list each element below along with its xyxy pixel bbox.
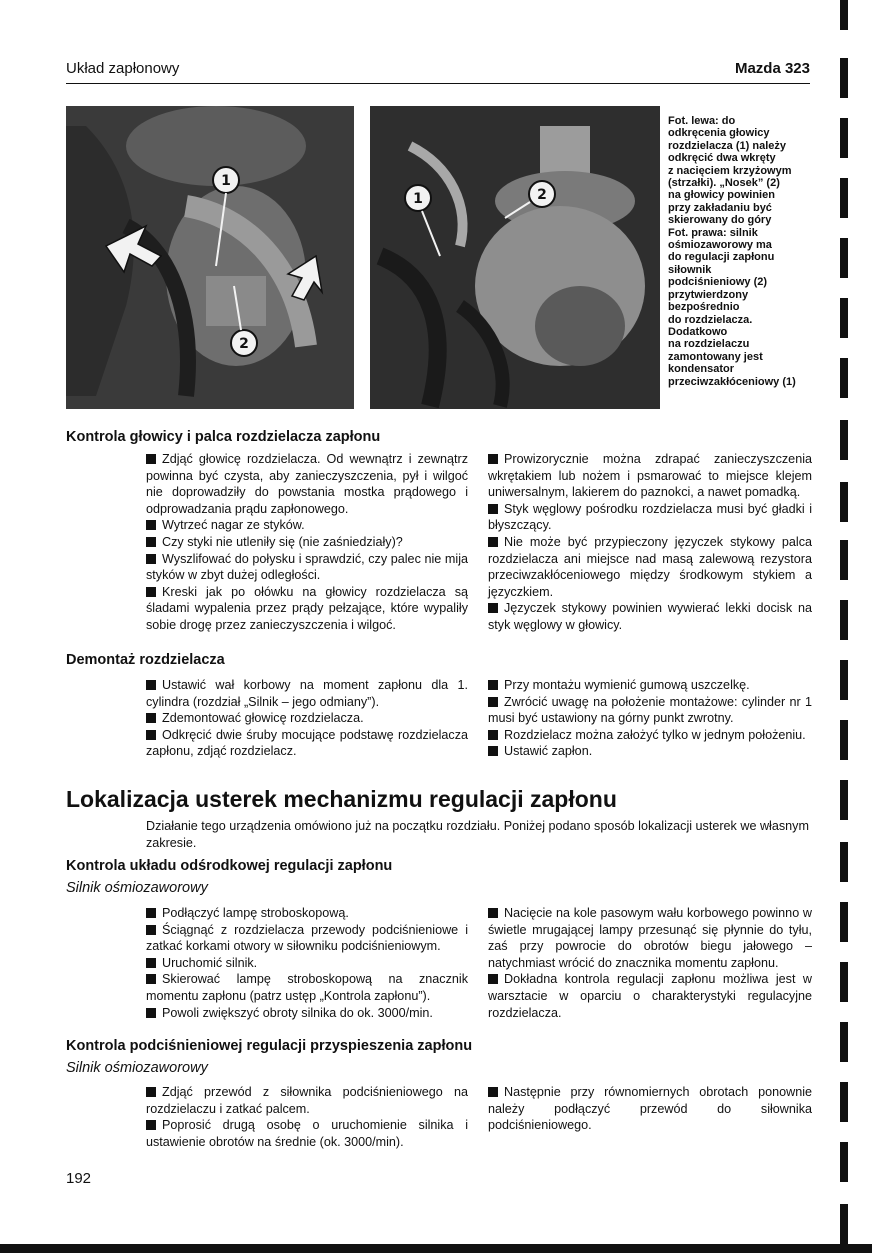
bullet-square-icon (488, 603, 498, 613)
edge-tab-mark (840, 842, 848, 882)
bullet-square-icon (488, 504, 498, 514)
caption-line: przytwierdzony (668, 288, 749, 301)
bullet-text: Zdjąć przewód z siłownika podciśnieniowego na rozdzielaczu i zatkać palcem. (146, 1085, 468, 1116)
edge-tab-mark (840, 482, 848, 522)
caption-line: ośmiozaworowy ma (668, 239, 772, 252)
bullet-item (488, 677, 812, 694)
header-rule (66, 83, 810, 84)
section3-left-column (146, 905, 468, 1021)
section-heading: Kontrola głowicy i palca rozdzielacza zapłonu (66, 429, 381, 445)
bullet-text: Zdemontować głowicę rozdzielacza. (162, 711, 364, 726)
section2-left-column (146, 677, 468, 760)
edge-tab-mark (840, 1082, 848, 1122)
bullet-item (488, 971, 812, 1021)
caption-line: odkręcić dwa wkręty (668, 152, 776, 165)
section1-left-column (146, 451, 468, 634)
bullet-square-icon (488, 1087, 498, 1097)
caption-line: odkręcenia głowicy (668, 127, 770, 140)
bullet-square-icon (146, 520, 156, 530)
edge-tab-mark (840, 1142, 848, 1182)
intro-paragraph: Działanie tego urządzenia omówiono już na początku rozdziału. Poniżej podano sposób lokalizacji usterek we własnym zakresie. (146, 819, 809, 850)
section-subtitle: Silnik ośmiozaworowy (66, 1060, 208, 1076)
bullet-text: Odkręcić dwie śruby mocujące podstawę rozdzielacza zapłonu, zdjąć rozdzielacz. (146, 727, 468, 759)
bullet-square-icon (488, 908, 498, 918)
bullet-square-icon (146, 958, 156, 968)
bullet-square-icon (488, 746, 498, 756)
bullet-square-icon (146, 587, 156, 597)
bullet-text: Zdjąć głowicę rozdzielacza. Od wewnątrz i zewnątrz powinna być czysta, aby zanieczyszczenia, pył i wilgoć nie doprowadziły do powstania mostka prądowego i odprowadzania prądu zapłonowego. (146, 452, 468, 516)
bullet-square-icon (146, 454, 156, 464)
caption-line: przy zakładaniu być (668, 201, 772, 214)
bullet-text: Rozdzielacz można założyć tylko w jednym położeniu. (504, 727, 806, 742)
bullet-text: Języczek stykowy powinien wywierać lekki docisk na styk węglowy w głowicy. (488, 601, 812, 632)
caption-line: do regulacji zapłonu (668, 251, 775, 264)
bullet-item (146, 710, 468, 727)
bottom-edge-rule (0, 1244, 872, 1253)
bullet-text: Kreski jak po ołówku na głowicy rozdzielacza są śladami wypalenia przez prądy pełzające, które wypaliły sobie drogę przez zanieczyszczenia i wilgoć. (146, 584, 468, 632)
edge-tab-mark (840, 58, 848, 98)
bullet-square-icon (146, 1087, 156, 1097)
caption-line: z nacięciem krzyżowym (668, 164, 792, 177)
caption-line: bezpośrednio (668, 301, 740, 314)
bullet-square-icon (488, 454, 498, 464)
bullet-item (146, 955, 468, 972)
bullet-item (488, 451, 812, 501)
section-heading: Kontrola podciśnieniowej regulacji przyspieszenia zapłonu (66, 1038, 473, 1054)
callout-label: 1 (413, 191, 423, 207)
bullet-square-icon (488, 697, 498, 707)
caption-line: zamontowany jest (668, 350, 763, 363)
edge-tab-mark (840, 358, 848, 398)
edge-tab-mark (840, 420, 848, 460)
photo-right-image (370, 106, 660, 409)
edge-tab-mark (840, 298, 848, 338)
bullet-square-icon (488, 537, 498, 547)
section4-left-column (146, 1084, 468, 1150)
bullet-text: Wyszlifować do połysku i sprawdzić, czy palec nie mija styków w zbyt dużej odległości. (146, 551, 468, 583)
bullet-text: Czy styki nie utleniły się (nie zaśniedziały)? (162, 534, 403, 549)
running-header-section: Układ zapłonowy (66, 60, 180, 77)
section4-right-column (488, 1084, 812, 1134)
bullet-text: Dokładna kontrola regulacji zapłonu możliwa jest w warsztacie w oparciu o charakterystyki regulacyjne rozdzielacza. (488, 972, 812, 1020)
running-header-model: Mazda 323 (734, 60, 810, 77)
caption-line: skierowany do góry (668, 214, 772, 227)
bullet-item (488, 534, 812, 600)
bullet-text: Podłączyć lampę stroboskopową. (162, 906, 349, 920)
bullet-text: Skierować lampę stroboskopową na znacznik momentu zapłonu (patrz ustęp „Kontrola zapłonu”). (146, 972, 468, 1003)
photo-right (370, 106, 660, 409)
section-heading: Demontaż rozdzielacza (66, 652, 225, 668)
bullet-square-icon (146, 537, 156, 547)
photo-left (66, 106, 354, 409)
bullet-text: Ustawić zapłon. (504, 744, 593, 759)
bullet-item (488, 727, 812, 744)
edge-tab-mark (840, 660, 848, 700)
chapter-heading: Lokalizacja usterek mechanizmu regulacji zapłonu (66, 786, 617, 812)
bullet-item (146, 971, 468, 1004)
bullet-square-icon (146, 908, 156, 918)
bullet-text: Styk węglowy pośrodku rozdzielacza musi być gładki i błyszczący. (488, 501, 812, 533)
bullet-item (488, 743, 812, 760)
caption-line: podciśnieniowy (2) (668, 276, 768, 289)
callout-label: 2 (537, 187, 547, 203)
bullet-item (146, 1117, 468, 1150)
bullet-item (146, 922, 468, 955)
bullet-item (146, 1084, 468, 1117)
section1-right-column (488, 451, 812, 634)
bullet-item (488, 694, 812, 727)
edge-tab-mark (840, 720, 848, 760)
bullet-square-icon (146, 1120, 156, 1130)
bullet-item (488, 600, 812, 633)
bullet-text: Nacięcie na kole pasowym wału korbowego powinno w świetle mrugającej lampy przesunąć się płynnie do tyłu, zaś przy powrocie do obrotów biegu jałowego – natychmiast wrócić do znacznika momentu zapłonu. (488, 906, 812, 970)
edge-tab-mark (840, 962, 848, 1002)
edge-tab-mark (840, 1204, 848, 1244)
callout-label: 1 (221, 173, 231, 189)
caption-line: do rozdzielacza. (668, 313, 753, 326)
caption-line: rozdzielacza (1) należy (668, 139, 786, 152)
edge-tab-mark (840, 540, 848, 580)
bullet-text: Uruchomić silnik. (162, 955, 258, 970)
caption-line: na rozdzielaczu (668, 338, 750, 351)
bullet-text: Ustawić wał korbowy na moment zapłonu dla 1. cylindra (rozdział „Silnik – jego odmiany”). (146, 678, 468, 709)
caption-line: Fot. prawa: silnik (668, 226, 758, 239)
bullet-text: Zwrócić uwagę na położenie montażowe: cylinder nr 1 musi być ustawiony na górny punkt zwrotny. (488, 694, 812, 726)
bullet-item (146, 905, 468, 922)
caption-line: przeciwzakłóceniowy (1) (668, 375, 796, 388)
bullet-text: Nie może być przypieczony języczek stykowy palca rozdzielacza ani miejsce nad masą zalewową rezystora przeciwzakłóceniowego między środkowym stykiem a języczkiem. (488, 534, 812, 599)
section-heading: Kontrola układu odśrodkowej regulacji zapłonu (66, 858, 393, 874)
edge-tab-mark (840, 902, 848, 942)
section3-right-column (488, 905, 812, 1021)
bullet-text: Prowizorycznie można zdrapać zanieczyszczenia wkrętakiem lub nożem i psmarować to miejsce klejem uniwersalnym, lakierem do paznokci, a nawet pomadką. (488, 452, 812, 500)
bullet-item (146, 677, 468, 710)
page-number: 192 (66, 1170, 92, 1187)
caption-line: Dodatkowo (668, 325, 728, 338)
bullet-item (146, 517, 468, 534)
section-subtitle: Silnik ośmiozaworowy (66, 880, 208, 896)
bullet-square-icon (488, 680, 498, 690)
edge-tab-mark (840, 1022, 848, 1062)
bullet-square-icon (146, 554, 156, 564)
edge-tab-mark (840, 0, 848, 30)
bullet-text: Ściągnąć z rozdzielacza przewody podciśnieniowe i zatkać korkami otwory w siłowniku podciśnieniowym. (146, 922, 468, 954)
bullet-item (146, 727, 468, 760)
bullet-item (488, 501, 812, 534)
caption-line: (strzałki). „Nosek” (2) (668, 177, 780, 190)
bullet-square-icon (488, 730, 498, 740)
edge-tab-mark (840, 780, 848, 820)
bullet-square-icon (146, 1008, 156, 1018)
bullet-text: Wytrzeć nagar ze styków. (162, 518, 305, 533)
bullet-square-icon (146, 730, 156, 740)
bullet-text: Poprosić drugą osobę o uruchomienie silnika i ustawienie obrotów na średnie (ok. 3000/min). (146, 1118, 468, 1149)
figure-caption (668, 115, 816, 388)
bullet-item (146, 1005, 468, 1022)
bullet-item (146, 551, 468, 584)
section2-right-column (488, 677, 812, 760)
bullet-square-icon (146, 713, 156, 723)
caption-line: na głowicy powinien (668, 189, 775, 202)
caption-line: siłownik (668, 263, 712, 276)
bullet-square-icon (146, 925, 156, 935)
bullet-square-icon (488, 974, 498, 984)
edge-tab-mark (840, 600, 848, 640)
bullet-item (488, 905, 812, 971)
photo-left-image (66, 106, 354, 409)
callout-label: 2 (239, 336, 249, 352)
edge-tab-mark (840, 178, 848, 218)
caption-line: kondensator (668, 363, 735, 376)
bullet-item (146, 584, 468, 634)
bullet-text: Powoli zwiększyć obroty silnika do ok. 3000/min. (162, 1005, 433, 1020)
bullet-item (146, 534, 468, 551)
bullet-text: Przy montażu wymienić gumową uszczelkę. (504, 678, 750, 692)
bullet-text: Następnie przy równomiernych obrotach ponownie należy podłączyć przewód do siłownika podciśnieniowego. (488, 1085, 812, 1133)
bullet-square-icon (146, 680, 156, 690)
edge-tab-mark (840, 238, 848, 278)
bullet-item (488, 1084, 812, 1134)
bullet-item (146, 451, 468, 517)
bullet-square-icon (146, 974, 156, 984)
edge-tab-mark (840, 118, 848, 158)
caption-line: Fot. lewa: do (668, 115, 736, 127)
